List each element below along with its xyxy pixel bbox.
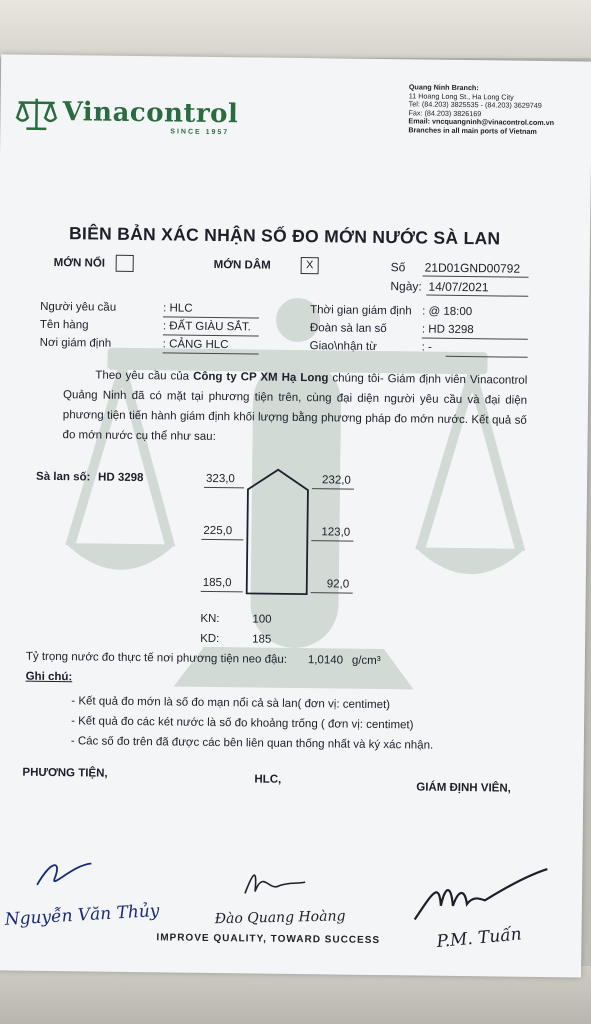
nguoi-yeu-cau-value: : HLC — [163, 302, 193, 315]
kn-label: KN: — [200, 612, 220, 626]
density-value: 1,0140 — [307, 654, 344, 667]
density-unit: g/cm³ — [351, 654, 381, 668]
ngay-label: Ngày: — [390, 279, 422, 294]
right-mid-value: 123,0 — [321, 526, 351, 539]
signer-middle: HLC, — [254, 773, 282, 786]
mon-dam-label: MỚN DÂM — [213, 258, 271, 272]
signer-left: PHƯƠNG TIỆN, — [22, 766, 108, 780]
right-signature-name: P.M. Tuấn — [435, 924, 523, 953]
middle-signature-name: Đào Quang Hoàng — [214, 908, 346, 928]
kd-value: 185 — [252, 633, 272, 646]
ten-hang-value: : ĐẤT GIÀU SẮT. — [162, 320, 251, 334]
footer-slogan: IMPROVE QUALITY, TOWARD SUCCESS — [156, 932, 381, 947]
giao-nhan-value: : - — [421, 341, 433, 354]
notes-heading: Ghi chú: — [25, 670, 73, 684]
kd-label: KD: — [200, 632, 220, 646]
document-page — [0, 54, 591, 977]
left-signature-name: Nguyễn Văn Thủy — [4, 900, 160, 930]
left-top-value: 323,0 — [205, 472, 235, 486]
branch-heading: Quang Ninh Branch: — [408, 82, 479, 93]
noi-giam-dinh-label: Nơi giám định — [39, 336, 112, 350]
branch-line: Branches in all main ports of Vietnam — [408, 125, 537, 136]
document-title: BIÊN BẢN XÁC NHẬN SỐ ĐO MỚN NƯỚC SÀ LAN — [68, 223, 501, 249]
vinacontrol-logo-icon — [14, 95, 58, 136]
branch-info — [408, 83, 554, 136]
kn-value: 100 — [252, 613, 272, 626]
barge-diagram — [245, 467, 311, 596]
nguoi-yeu-cau-label: Người yêu cầu — [40, 300, 117, 314]
doan-sa-lan-value: : HD 3298 — [421, 323, 474, 337]
density-label: Tỷ trọng nước đo thực tế nơi phương tiện neo đậu: — [25, 650, 288, 666]
note-item: - Kết quả đo mớn là số đo mạn nổi cả sà lan( đơn vị: centimet) — [71, 695, 391, 712]
left-bot-value: 185,0 — [202, 576, 232, 590]
thoi-gian-value: : @ 18:00 — [422, 305, 473, 319]
giao-nhan-label: Giao\nhận từ — [309, 340, 377, 353]
ngay-underline — [426, 295, 528, 297]
doan-sa-lan-label: Đoàn sà lan số — [309, 322, 387, 336]
barge-number: HD 3298 — [98, 471, 144, 485]
signer-right: GIÁM ĐỊNH VIÊN, — [416, 781, 511, 795]
noi-giam-dinh-value: : CẢNG HLC — [162, 338, 229, 352]
thoi-gian-label: Thời gian giám định — [310, 304, 412, 318]
left-signature-scribble-icon — [31, 855, 101, 896]
left-mid-value: 225,0 — [203, 524, 233, 538]
branch-line: 11 Hoang Long St., Ha Long City — [408, 90, 514, 102]
so-label: Số — [390, 260, 406, 275]
branch-line: Email: vncquangninh@vinacontrol.com.vn — [408, 116, 555, 128]
logo-wordmark: Vinacontrol — [62, 97, 239, 130]
middle-signature-scribble-icon — [239, 861, 309, 902]
ten-hang-label: Tên hàng — [39, 318, 89, 332]
note-item: - Kết quả đo các két nước là số đo khoảng trống ( đơn vị: centimet) — [71, 715, 414, 732]
right-top-value: 232,0 — [321, 474, 351, 487]
right-bot-value: 92,0 — [326, 578, 350, 591]
intro-paragraph — [62, 365, 527, 451]
paragraph-post: chúng tôi- Giám định viên Vinacontrol Quảng Ninh đã có mặt tại phương tiện trên, cùng đại diện người yêu cầu và đại diện phương tiện tiến hành giám định khối lượng bằng phương pháp đo mớn nước. Kết quả số đo mớn nước cụ thể như sau: — [62, 372, 528, 443]
so-underline — [423, 276, 529, 278]
paragraph-company: Công ty CP XM Hạ Long — [193, 370, 329, 385]
floor-tiles-top — [0, 0, 591, 58]
mon-dam-checkbox: X — [301, 257, 319, 274]
logo-since: SINCE 1957 — [170, 128, 230, 137]
note-item: - Các số đo trên đã được các bên liên quan thống nhất và ký xác nhận. — [70, 735, 434, 752]
paragraph-pre: Theo yêu cầu của — [95, 369, 194, 383]
branch-line: Tel: (84.203) 3825535 - (84.203) 3629749 — [408, 99, 542, 111]
so-value: 21D01GND00792 — [424, 260, 521, 276]
ngay-value: 14/07/2021 — [428, 279, 489, 295]
branch-line: Fax: (84.203) 3826169 — [408, 108, 482, 118]
mon-noi-label: MỚN NỔI — [53, 256, 106, 270]
right-signature-scribble-icon — [411, 865, 552, 927]
barge-label: Sà lan số: — [36, 470, 91, 484]
mon-noi-checkbox — [116, 255, 134, 272]
